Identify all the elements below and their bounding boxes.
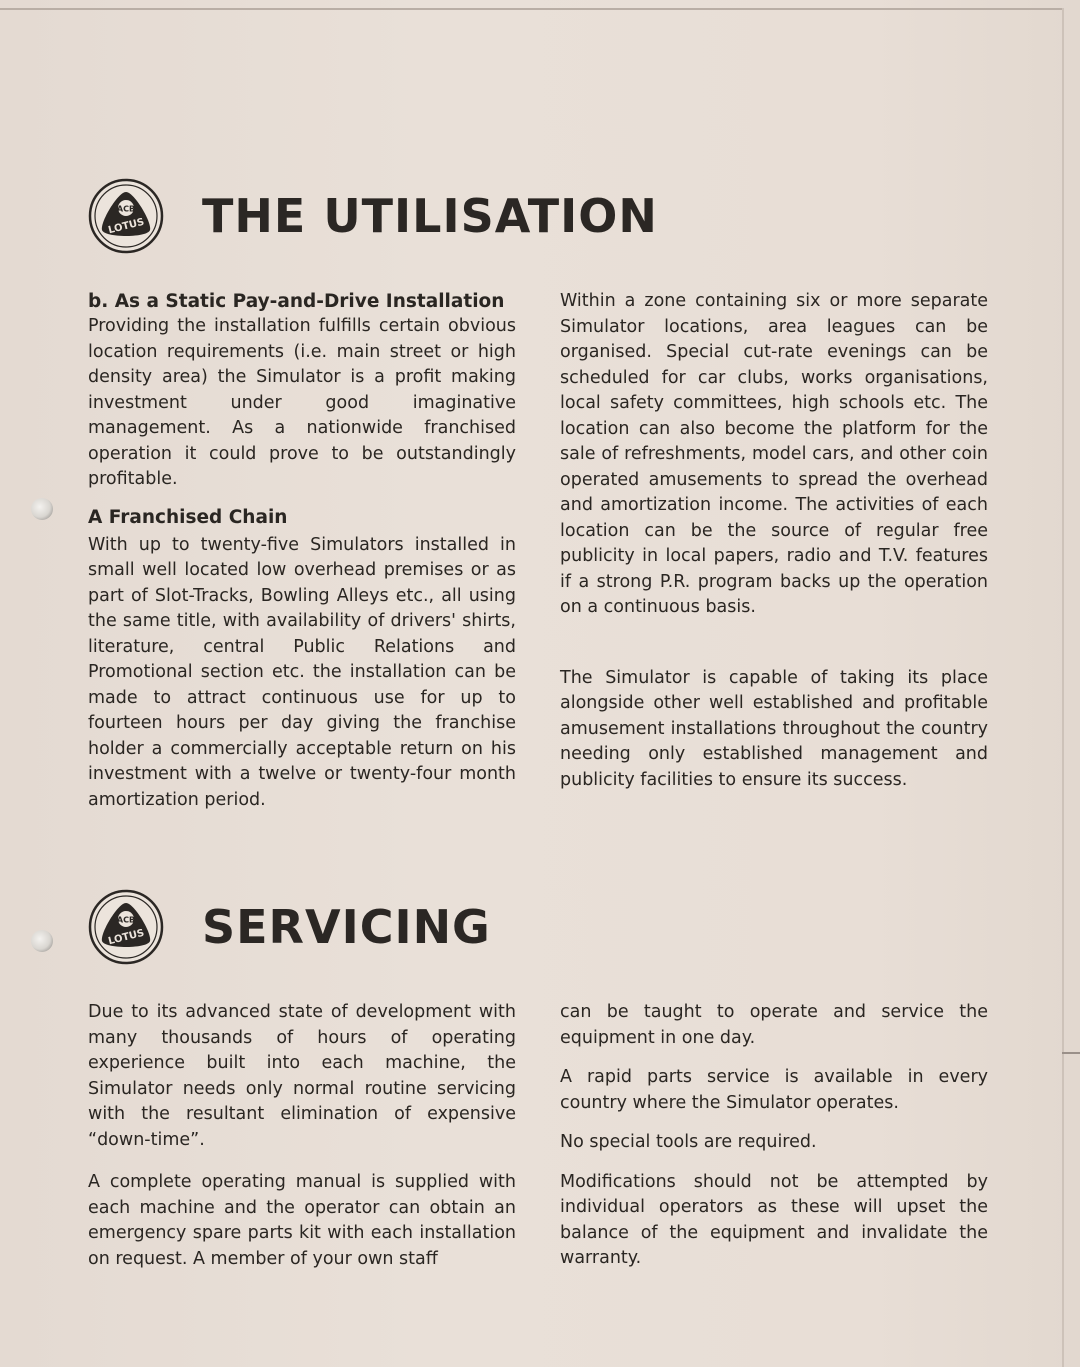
page-right-edge bbox=[1062, 8, 1064, 1367]
static-installation-text: Providing the installation fulfills certain obvious location requirements (i.e. main street or high density area) the Simulator is a profit making investment under good imaginative management. As a nationwide franchised operation it could prove to be outstandingly profitable. bbox=[88, 316, 516, 489]
punch-hole bbox=[31, 930, 53, 952]
utilisation-right-column bbox=[560, 289, 988, 793]
simulator-capable-text: The Simulator is capable of taking its place alongside other well established and profitable amusement installations throughout the country needing only established management and publicity facilities to ensure its success. bbox=[560, 667, 988, 790]
svg-text:LOTUS: LOTUS bbox=[107, 927, 146, 948]
servicing-left-column bbox=[88, 1000, 516, 1272]
svg-text:ACB: ACB bbox=[116, 204, 136, 214]
modifications-warning-text: Modifications should not be attempted by individual operators as these will upset the balance of the equipment and invalidate the warranty. bbox=[560, 1171, 988, 1268]
lotus-logo-icon bbox=[88, 889, 164, 965]
special-tools-text: No special tools are required. bbox=[560, 1132, 817, 1152]
development-text: Due to its advanced state of development with many thousands of hours of operating experience built into each machine, the Simulator needs only normal routine servicing with the resultant elimination of expensive “down-time”. bbox=[88, 1002, 516, 1150]
parts-service-text: A rapid parts service is available in every country where the Simulator operates. bbox=[560, 1067, 988, 1113]
lotus-logo-icon bbox=[88, 178, 164, 254]
franchised-chain-heading: A Franchised Chain bbox=[88, 506, 288, 528]
utilisation-title: THE UTILISATION bbox=[202, 189, 658, 243]
svg-text:ACB: ACB bbox=[116, 915, 136, 925]
zone-leagues-text: Within a zone containing six or more separate Simulator locations, area leagues can be organised. Special cut-rate evenings can be scheduled for car clubs, works organisations, local safety committees, high schools etc. The location can also become the platform for the sale of refreshments, model cars, and other coin operated amusements to spread the overhead and amortization income. The activities of each location can be the source of regular free publicity in local papers, radio and T.V. features if a strong P.R. program backs up the operation on a continuous basis. bbox=[560, 291, 988, 617]
servicing-heading bbox=[88, 889, 491, 965]
static-installation-heading: b. As a Static Pay-and-Drive Installation bbox=[88, 291, 505, 312]
utilisation-left-column bbox=[88, 289, 516, 813]
page-top-edge bbox=[0, 8, 1062, 10]
operating-manual-text: A complete operating manual is supplied with each machine and the operator can obtain an emergency spare parts kit with each installation on request. A member of your own staff bbox=[88, 1172, 516, 1269]
franchised-chain-text: With up to twenty-five Simulators installed in small well located low overhead premises or as part of Slot-Tracks, Bowling Alleys etc., all using the same title, with availability of drivers' shirts, literature, central Public Relations and Promotional section etc. the installation can be made to attract continuous use for up to fourteen hours per day giving the franchise holder a commercially acceptable return on his investment with a twelve or twenty-four month amortization period. bbox=[88, 534, 516, 810]
utilisation-heading bbox=[88, 178, 658, 254]
svg-text:LOTUS: LOTUS bbox=[107, 216, 146, 237]
punch-hole bbox=[31, 498, 53, 520]
servicing-right-column bbox=[560, 1000, 988, 1272]
servicing-title: SERVICING bbox=[202, 900, 491, 954]
staff-training-text: can be taught to operate and service the equipment in one day. bbox=[560, 1002, 988, 1048]
margin-tick bbox=[1062, 1052, 1080, 1054]
